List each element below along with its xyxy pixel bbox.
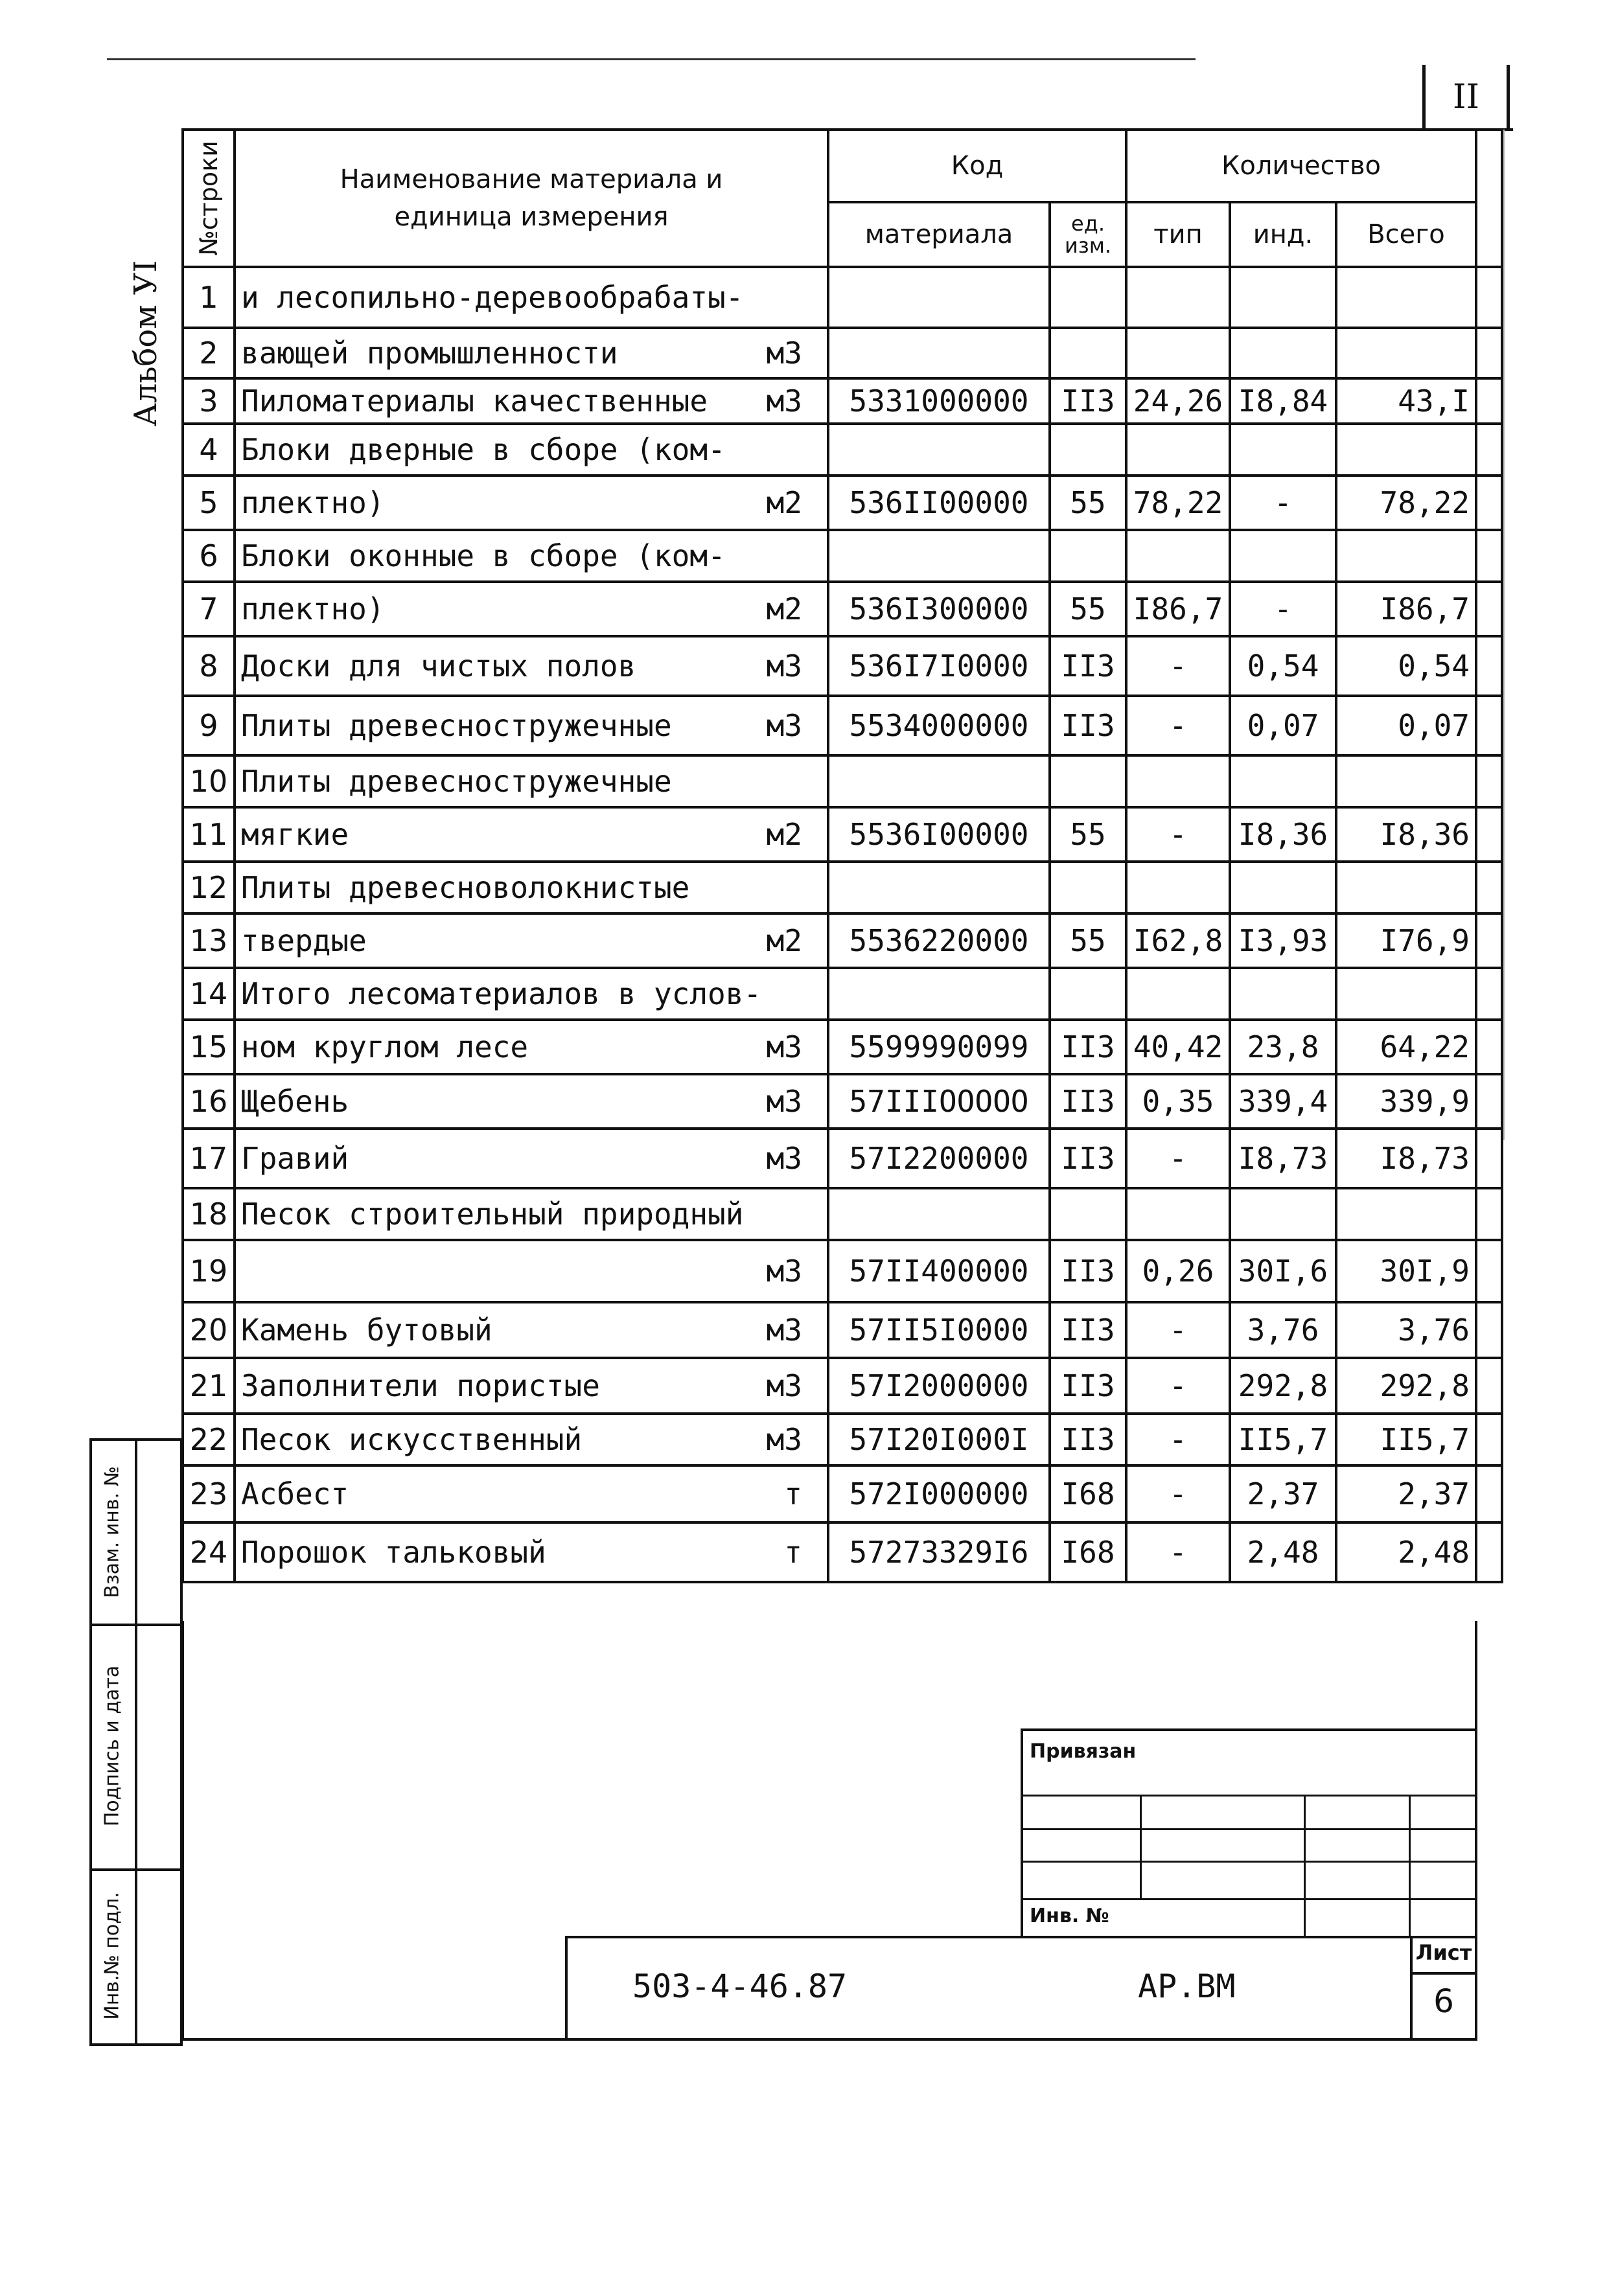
qty-total [1336,328,1476,378]
qty-total [1336,968,1476,1020]
material-name-cell [235,530,828,582]
qty-type: - [1126,1302,1230,1358]
qty-type: I62,8 [1126,913,1230,968]
stamp-podpis-data [89,1624,135,1868]
qty-type: - [1126,1414,1230,1465]
header-row-number-text: №строки [194,141,223,256]
scan-edge-line [1503,130,1505,1140]
material-name: Камень бутовый [241,1313,492,1348]
table-row [183,1414,1502,1465]
qty-total: I86,7 [1336,582,1476,636]
qty-ind: 2,37 [1230,1465,1336,1522]
qty-ind: 339,4 [1230,1074,1336,1129]
row-number: 12 [183,862,235,913]
material-name-cell [235,267,828,328]
unit-code [1050,267,1126,328]
material-name-cell [235,1522,828,1582]
qty-ind: I8,36 [1230,807,1336,862]
material-name: Блоки оконные в сборе (ком- [241,538,726,573]
material-name: Порошок тальковый [241,1535,546,1570]
unit-code: II3 [1050,1358,1126,1414]
material-name-cell [235,1129,828,1188]
top-rule [107,58,1196,60]
table-row [183,1074,1502,1129]
qty-type: - [1126,1522,1230,1582]
table-row [183,530,1502,582]
material-unit: м2 [766,485,802,520]
qty-ind: 2,48 [1230,1522,1336,1582]
qty-ind: II5,7 [1230,1414,1336,1465]
qty-total [1336,424,1476,476]
title-block [565,1936,1477,2041]
privyazan-block [1021,1728,1477,1938]
table-row [183,1358,1502,1414]
stamp-divider [135,1441,137,2043]
frame-left [181,1621,184,2041]
unit-code: II3 [1050,636,1126,696]
qty-type: I86,7 [1126,582,1230,636]
row-number: 20 [183,1302,235,1358]
row-number: 21 [183,1358,235,1414]
material-code [828,755,1050,807]
row-number: 5 [183,476,235,530]
material-code: 57I2000000 [828,1358,1050,1414]
material-name: Блоки дверные в сборе (ком- [241,432,726,467]
header-material-name: Наименование материала и единица измерения [235,130,828,267]
material-unit: м3 [766,1029,802,1064]
material-name-cell [235,696,828,755]
row-number: 10 [183,755,235,807]
qty-type [1126,755,1230,807]
material-name: Гравий [241,1141,349,1176]
material-unit: м3 [766,1368,802,1403]
doc-code: 503-4-46.87 [632,1968,848,2005]
row-number: 4 [183,424,235,476]
material-unit: м3 [766,1084,802,1119]
row-number: 11 [183,807,235,862]
doc-mark: АР.ВМ [1138,1968,1236,2005]
material-code [828,424,1050,476]
spare-cell [1476,636,1502,696]
material-unit: м3 [766,384,802,419]
spare-cell [1476,1414,1502,1465]
table-row [183,862,1502,913]
material-name-cell [235,807,828,862]
table-row [183,913,1502,968]
row-number: 19 [183,1240,235,1302]
material-unit: м3 [766,1254,802,1289]
material-unit: т [784,1476,802,1511]
header-qty-type: тип [1126,202,1230,267]
qty-ind [1230,328,1336,378]
qty-total: 292,8 [1336,1358,1476,1414]
qty-ind: 30I,6 [1230,1240,1336,1302]
sheet-label: Лист [1415,1940,1472,1965]
unit-code: II3 [1050,1240,1126,1302]
unit-code: 55 [1050,476,1126,530]
spare-cell [1476,476,1502,530]
table-row [183,1465,1502,1522]
material-unit: м2 [766,817,802,852]
table-row [183,476,1502,530]
material-name-cell [235,378,828,424]
material-name: ном круглом лесе [241,1029,529,1064]
qty-total: 2,48 [1336,1522,1476,1582]
qty-total: I8,36 [1336,807,1476,862]
material-unit: м3 [766,708,802,743]
row-number: 24 [183,1522,235,1582]
table-row [183,1522,1502,1582]
qty-ind: 292,8 [1230,1358,1336,1414]
table-row [183,1188,1502,1240]
qty-type: 78,22 [1126,476,1230,530]
qty-type: - [1126,696,1230,755]
material-name-cell [235,1414,828,1465]
unit-code [1050,328,1126,378]
qty-type: - [1126,1465,1230,1522]
privyazan-col-2 [1304,1795,1306,1938]
material-name: мягкие [241,817,349,852]
sheet-number: 6 [1433,1982,1454,2020]
row-number: 7 [183,582,235,636]
material-name: вающей промышленности [241,336,618,371]
material-name: Щебень [241,1084,349,1119]
table-row [183,696,1502,755]
unit-code [1050,530,1126,582]
table-row [183,968,1502,1020]
row-number: 23 [183,1465,235,1522]
album-label [113,233,178,453]
spare-cell [1476,530,1502,582]
qty-type: - [1126,1358,1230,1414]
unit-code: II3 [1050,696,1126,755]
spare-cell [1476,1240,1502,1302]
material-name-cell [235,582,828,636]
table-row [183,582,1502,636]
qty-ind: - [1230,582,1336,636]
qty-ind [1230,267,1336,328]
material-code: 57I2200000 [828,1129,1050,1188]
header-qty-ind: инд. [1230,202,1336,267]
material-name-cell [235,968,828,1020]
qty-total [1336,530,1476,582]
qty-total: II5,7 [1336,1414,1476,1465]
material-code: 5331000000 [828,378,1050,424]
material-name: плектно) [241,485,385,520]
material-unit: м2 [766,591,802,626]
qty-ind [1230,755,1336,807]
spare-cell [1476,696,1502,755]
unit-code: 55 [1050,807,1126,862]
row-number: 14 [183,968,235,1020]
material-code [828,530,1050,582]
spare-cell [1476,1188,1502,1240]
material-name-cell [235,1240,828,1302]
spare-cell [1476,1302,1502,1358]
material-code: 536I300000 [828,582,1050,636]
qty-total: 0,54 [1336,636,1476,696]
spare-cell [1476,1129,1502,1188]
qty-ind [1230,530,1336,582]
unit-code: II3 [1050,1129,1126,1188]
unit-code [1050,968,1126,1020]
qty-type: - [1126,636,1230,696]
row-number: 2 [183,328,235,378]
header-qty-total: Всего [1336,202,1476,267]
material-code: 57IIIOOOOO [828,1074,1050,1129]
material-name: Пиломатериалы качественные [241,384,708,419]
material-name: и лесопильно-деревообрабаты- [241,280,744,315]
table-row [183,1240,1502,1302]
material-name-cell [235,1074,828,1129]
qty-type: 0,35 [1126,1074,1230,1129]
spare-cell [1476,1074,1502,1129]
material-unit: м3 [766,1141,802,1176]
qty-total: I76,9 [1336,913,1476,968]
qty-type [1126,968,1230,1020]
material-code: 57273329I6 [828,1522,1050,1582]
material-name: Песок строительный природный [241,1197,744,1232]
spare-cell [1476,968,1502,1020]
header-code: Код [828,130,1126,202]
qty-ind: 3,76 [1230,1302,1336,1358]
qty-ind: I8,84 [1230,378,1336,424]
privyazan-inv-label: Инв. № [1030,1905,1109,1927]
privyazan-label: Привязан [1030,1740,1137,1763]
stamp-inv-podl [89,1868,135,2043]
material-code [828,1188,1050,1240]
material-code [828,267,1050,328]
material-name: Плиты древесностружечные [241,708,672,743]
page-number: II [1422,65,1510,130]
qty-type: - [1126,1129,1230,1188]
material-name-cell [235,328,828,378]
material-code [828,968,1050,1020]
material-unit: т [784,1535,802,1570]
qty-total [1336,267,1476,328]
qty-total: 30I,9 [1336,1240,1476,1302]
qty-total: 0,07 [1336,696,1476,755]
table-row [183,636,1502,696]
qty-total: I8,73 [1336,1129,1476,1188]
material-name: Плиты древесноволокнистые [241,870,690,905]
qty-type [1126,862,1230,913]
row-number: 6 [183,530,235,582]
row-number: 9 [183,696,235,755]
qty-type [1126,328,1230,378]
spare-cell [1476,1020,1502,1074]
material-code: 536I7I0000 [828,636,1050,696]
material-code: 5599990099 [828,1020,1050,1074]
table-row [183,1020,1502,1074]
qty-total: 3,76 [1336,1302,1476,1358]
qty-ind: I3,93 [1230,913,1336,968]
spare-cell [1476,378,1502,424]
material-name-cell [235,862,828,913]
material-name: Плиты древесностружечные [241,764,672,799]
material-unit: м3 [766,1422,802,1457]
qty-ind: I8,73 [1230,1129,1336,1188]
qty-ind [1230,862,1336,913]
spare-cell [1476,807,1502,862]
qty-type: 40,42 [1126,1020,1230,1074]
material-unit: м3 [766,336,802,371]
material-name: Песок искусственный [241,1422,583,1457]
material-name-cell [235,913,828,968]
material-code: 57I20I000I [828,1414,1050,1465]
unit-code [1050,1188,1126,1240]
header-code-material: материала [828,202,1050,267]
unit-code: II3 [1050,1414,1126,1465]
qty-ind: 0,54 [1230,636,1336,696]
material-name: плектно) [241,591,385,626]
spare-cell [1476,1465,1502,1522]
unit-code: I68 [1050,1465,1126,1522]
table-row [183,328,1502,378]
row-number: 8 [183,636,235,696]
qty-ind [1230,968,1336,1020]
spare-cell [1476,1522,1502,1582]
qty-total [1336,755,1476,807]
table-row [183,755,1502,807]
qty-ind: - [1230,476,1336,530]
material-name: Доски для чистых полов [241,649,636,683]
material-name-cell [235,1465,828,1522]
unit-code: I68 [1050,1522,1126,1582]
material-name-cell [235,636,828,696]
qty-total [1336,862,1476,913]
table-row [183,267,1502,328]
material-name-cell [235,755,828,807]
privyazan-col-1 [1140,1795,1142,1898]
material-code [828,862,1050,913]
spare-cell [1476,913,1502,968]
qty-type: 0,26 [1126,1240,1230,1302]
table-row [183,807,1502,862]
spare-cell [1476,328,1502,378]
row-number: 16 [183,1074,235,1129]
qty-ind [1230,1188,1336,1240]
material-code: 536II00000 [828,476,1050,530]
material-name: Итого лесоматериалов в услов- [241,976,762,1011]
row-number: 22 [183,1414,235,1465]
qty-total: 78,22 [1336,476,1476,530]
material-code: 5534000000 [828,696,1050,755]
unit-code: II3 [1050,1302,1126,1358]
material-code: 57II5I0000 [828,1302,1050,1358]
qty-ind: 23,8 [1230,1020,1336,1074]
qty-total: 2,37 [1336,1465,1476,1522]
header-quantity: Количество [1126,130,1476,202]
unit-code [1050,755,1126,807]
qty-type [1126,267,1230,328]
material-name: Асбест [241,1476,349,1511]
header-code-unit: ед. изм. [1050,202,1126,267]
qty-type [1126,424,1230,476]
material-code [828,328,1050,378]
album-label-text: Альбом УI [128,260,164,427]
header-spare [1476,130,1502,267]
material-code: 57II400000 [828,1240,1050,1302]
row-number: 17 [183,1129,235,1188]
material-unit: м3 [766,1313,802,1348]
sheet-label-line [1410,1972,1477,1975]
spare-cell [1476,267,1502,328]
row-number: 15 [183,1020,235,1074]
material-name-cell [235,1020,828,1074]
material-name-cell [235,1188,828,1240]
row-number: 1 [183,267,235,328]
material-name-cell [235,424,828,476]
qty-total: 339,9 [1336,1074,1476,1129]
table-row [183,1129,1502,1188]
stamp-vzam-inv-text: Взам. инв. № [100,1466,124,1598]
spare-cell [1476,424,1502,476]
material-name-cell [235,1302,828,1358]
unit-code: 55 [1050,913,1126,968]
material-name-cell [235,1358,828,1414]
unit-code: II3 [1050,378,1126,424]
unit-code: II3 [1050,1074,1126,1129]
unit-code [1050,424,1126,476]
qty-total: 43,I [1336,378,1476,424]
material-code: 5536220000 [828,913,1050,968]
unit-code [1050,862,1126,913]
qty-type: 24,26 [1126,378,1230,424]
material-code: 572I000000 [828,1465,1050,1522]
material-unit: м3 [766,649,802,683]
material-name: Заполнители пористые [241,1368,600,1403]
table-row [183,1302,1502,1358]
qty-total: 64,22 [1336,1020,1476,1074]
spare-cell [1476,1358,1502,1414]
qty-type [1126,1188,1230,1240]
material-code: 5536I00000 [828,807,1050,862]
stamp-inv-podl-text: Инв.№ подл. [100,1892,124,2020]
stamp-podpis-data-text: Подпись и дата [100,1665,124,1827]
spare-cell [1476,582,1502,636]
qty-ind: 0,07 [1230,696,1336,755]
qty-ind [1230,424,1336,476]
material-unit: м2 [766,923,802,958]
material-name: твердые [241,923,367,958]
spare-cell [1476,755,1502,807]
table-row [183,424,1502,476]
qty-total [1336,1188,1476,1240]
privyazan-col-3 [1409,1795,1411,1938]
row-number: 18 [183,1188,235,1240]
qty-type: - [1126,807,1230,862]
spare-cell [1476,862,1502,913]
row-number: 13 [183,913,235,968]
materials-table [181,128,1503,1583]
stamp-vzam-inv [89,1441,135,1624]
row-number: 3 [183,378,235,424]
qty-type [1126,530,1230,582]
side-stamp-column [89,1438,183,2046]
unit-code: 55 [1050,582,1126,636]
table-row [183,378,1502,424]
unit-code: II3 [1050,1020,1126,1074]
header-row-number [183,130,235,267]
material-name-cell [235,476,828,530]
